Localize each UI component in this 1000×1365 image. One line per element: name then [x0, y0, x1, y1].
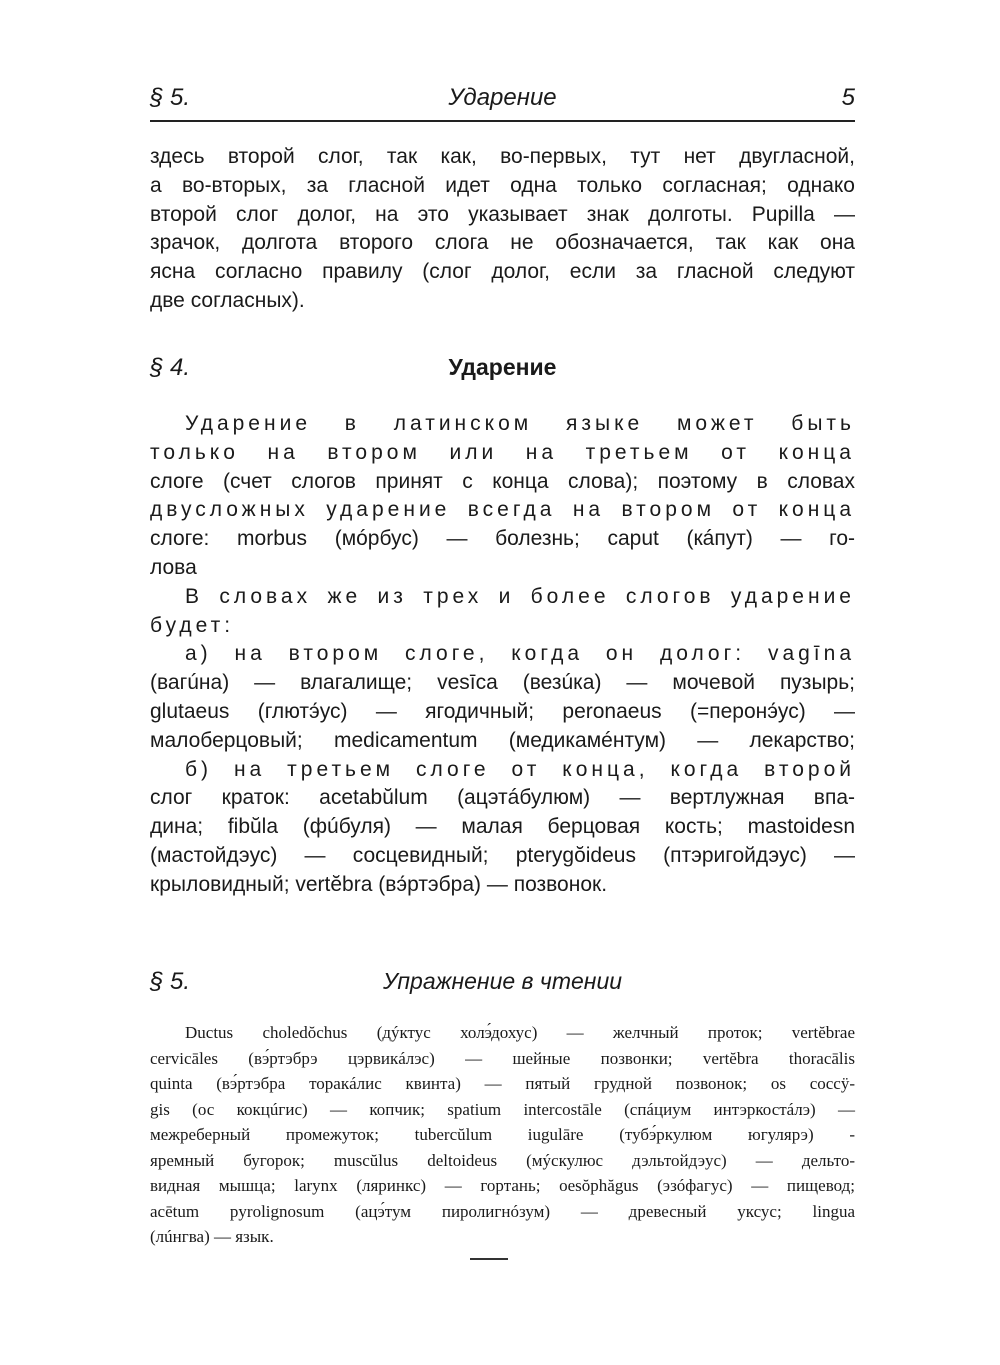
text-line: glutaeus (глютэ́ус) — ягодичный; peronaeus (=перонэ́ус) — — [150, 699, 855, 723]
text-line: две согласных). — [150, 288, 305, 312]
text-line: б) на третьем слоге от конца, когда второй — [185, 757, 855, 781]
text-line: только на втором или на третьем от конца — [150, 440, 855, 464]
intro-paragraph — [150, 143, 855, 316]
text-line: зрачок, долгота второго слога не обозначается, так как она — [150, 231, 855, 255]
section-5-heading — [150, 968, 855, 1000]
text-line: gis (ос кокцúгис) — копчик; spatium intercostāle (спáциум интэркостáлэ) — — [150, 1099, 855, 1119]
text-line: яремный бугорок; muscŭlus deltoideus (мýскулюс дэльтойдэус) — дельто- — [150, 1150, 855, 1170]
header-section-number: § 5. — [150, 84, 191, 111]
text-line: В словах же из трех и более слогов ударение — [185, 584, 855, 608]
header-title: Ударение — [448, 84, 557, 111]
text-line: cervicāles (вэ́ртэбрэ цэрвикáлэс) — шейные позвонки; vertĕbra thoracālis — [150, 1048, 855, 1068]
text-line: а во-вторых, за гласной идет одна только согласная; однако — [150, 173, 855, 197]
text-line: крыловидный; vertĕbra (вэ́ртэбра) — позвонок. — [150, 872, 608, 896]
text-line: (мастойдэус) — сосцевидный; pterygŏideus (птэригойдэус) — — [150, 843, 855, 867]
text-line: двусложных ударение всегда на втором от конца — [150, 498, 855, 522]
text-line: quinta (вэ́ртэбра торакáлис квинта) — пятый грудной позвонок; os coccÿ- — [150, 1074, 855, 1093]
text-line: межреберный промежуток; tubercŭlum iugulāre (тубэ́ркулюм югулярэ) - — [150, 1125, 855, 1144]
text-line: Ductus choledŏchus (дýктус холэ́дохус) — желчный проток; vertĕbrae — [185, 1023, 855, 1042]
text-line: (лúнгва) — язык. — [150, 1227, 274, 1246]
text-line: ясна согласно правилу (слог долог, если за гласной следуют — [150, 260, 855, 284]
section-5-body — [150, 1020, 855, 1250]
text-line: acētum pyrolignosum (ацэ́тум пиролигнóзум) — древесный уксус; lingua — [150, 1201, 855, 1221]
section-4-body — [150, 410, 855, 900]
section-4-heading — [150, 354, 855, 386]
end-divider — [470, 1258, 508, 1260]
text-line: слоге (счет слогов принят с конца слова); поэтому в словах — [150, 469, 855, 493]
text-line: слоге: morbus (мóрбус) — болезнь; caput (кáпут) — го- — [150, 527, 855, 551]
page-number: 5 — [841, 84, 855, 111]
text-line: Ударение в латинском языке может быть — [185, 412, 855, 435]
section-4-title: Ударение — [448, 354, 557, 380]
text-line: второй слог долог, на это указывает знак долготы. Pupilla — — [150, 202, 855, 226]
text-line: слог краток: acetabŭlum (ацэтáбулюм) — вертлужная впа- — [150, 786, 855, 810]
section-5-title: Упражнение в чтении — [382, 968, 623, 994]
running-header — [150, 84, 855, 122]
text-line: (вагúна) — влагалище; vesīca (везúка) — мочевой пузырь; — [150, 671, 855, 695]
text-line: а) на втором слоге, когда он долог: vagīna — [185, 642, 855, 666]
text-line: лова — [150, 555, 197, 579]
text-line: видная мышца; larynx (ляринкс) — гортань; oesŏphăgus (эзóфагус) — пищевод; — [150, 1176, 855, 1195]
text-line: малоберцовый; medicamentum (медикамéнтум) — лекарство; — [150, 728, 855, 752]
text-line: будет: — [150, 613, 235, 637]
text-line: дина; fibŭla (фúбуля) — малая берцовая кость; mastoidesn — [150, 815, 855, 839]
section-5-number: § 5. — [150, 968, 191, 995]
text-line: здесь второй слог, так как, во-первых, тут нет двугласной, — [150, 145, 855, 168]
section-4-number: § 4. — [150, 354, 191, 381]
